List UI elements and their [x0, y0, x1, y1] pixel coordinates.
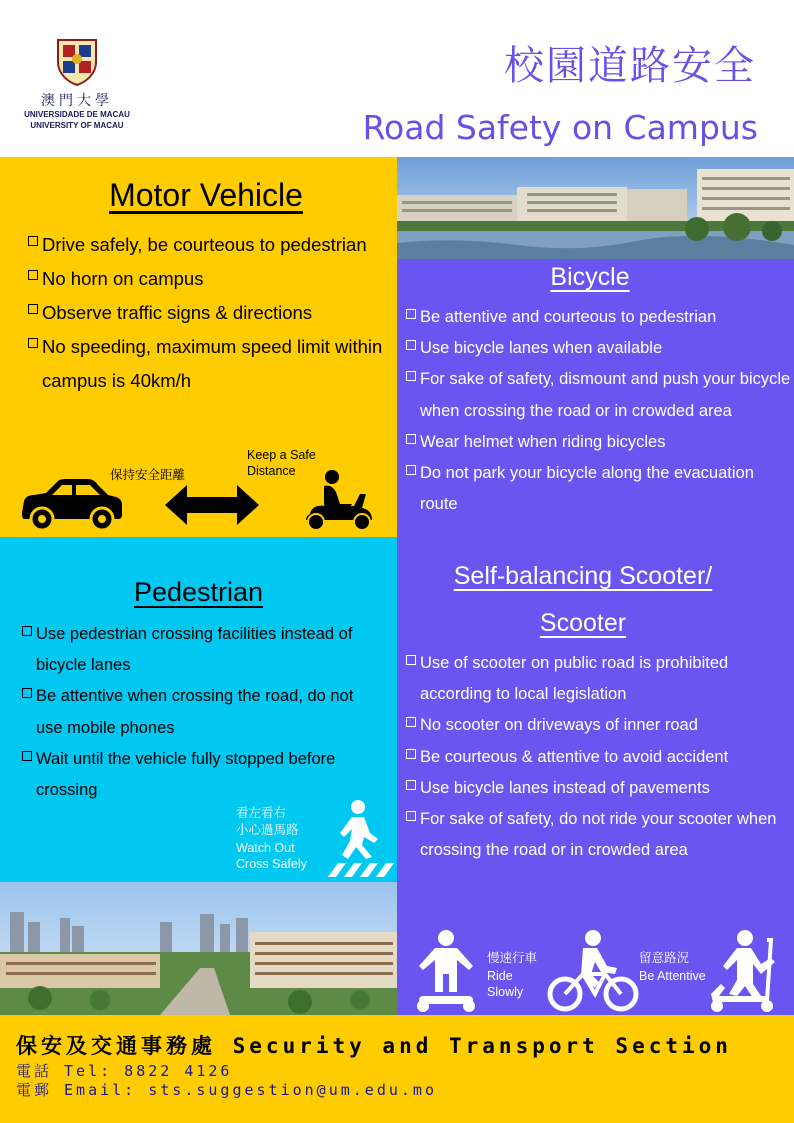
ride-slowly-label-en-2: Slowly — [487, 985, 524, 999]
scooter-heading-2: Scooter — [539, 609, 627, 637]
scooter-list — [406, 648, 791, 866]
be-attentive-label-zh: 留意路況 — [639, 951, 690, 965]
car-icon — [16, 477, 126, 533]
bicycle-heading: Bicycle — [550, 263, 630, 291]
watch-out-caption-zh-1: 看左看右 — [236, 806, 287, 820]
list-item: Use bicycle lanes when available — [406, 333, 791, 364]
list-item: Use bicycle lanes instead of pavements — [406, 773, 791, 804]
campus-lake-photo — [397, 157, 794, 259]
footer-tel: 電話 Tel: 8822 4126 — [16, 1062, 233, 1080]
footer-email: 電郵 Email: sts.suggestion@um.edu.mo — [16, 1081, 437, 1099]
checkbox-icon — [22, 688, 32, 698]
checkbox-icon — [406, 749, 416, 759]
list-item: Observe traffic signs & directions — [28, 296, 388, 330]
checkbox-icon — [406, 780, 416, 790]
list-item: Be courteous & attentive to avoid accident — [406, 742, 791, 773]
list-item: Be attentive and courteous to pedestrian — [406, 302, 791, 333]
list-item: Use of scooter on public road is prohibited according to local legislation — [406, 648, 791, 710]
checkbox-icon — [28, 236, 38, 246]
cyclist-icon — [547, 930, 639, 1014]
checkbox-icon — [22, 751, 32, 761]
scooter-heading-1: Self-balancing Scooter/ — [453, 562, 713, 590]
list-item: Be attentive when crossing the road, do not use mobile phones — [22, 681, 382, 743]
pedestrian-crossing-icon — [322, 799, 394, 879]
motorcycle-icon — [302, 470, 376, 532]
logo-name-pt: UNIVERSIDADE DE MACAU — [24, 110, 130, 119]
watch-out-caption-zh-2: 小心過馬路 — [236, 823, 299, 837]
keep-distance-label-zh: 保持安全距離 — [110, 468, 186, 482]
motor-vehicle-heading: Motor Vehicle — [109, 177, 303, 213]
motor-vehicle-panel — [0, 157, 397, 537]
footer-title: 保安及交通事務處 Security and Transport Section — [16, 1034, 732, 1058]
watch-out-caption-en-2: Cross Safely — [236, 857, 307, 871]
list-item: No scooter on driveways of inner road — [406, 710, 791, 741]
university-crest-icon — [54, 36, 100, 86]
self-balancing-scooter-icon — [413, 930, 479, 1014]
checkbox-icon — [28, 304, 38, 314]
list-item: For sake of safety, do not ride your scooter when crossing the road or in crowded area — [406, 804, 791, 866]
bicycle-scooter-panel — [397, 259, 794, 1015]
page-title-en: Road Safety on Campus — [362, 108, 758, 147]
campus-overview-photo — [0, 882, 397, 1015]
pedestrian-heading: Pedestrian — [133, 577, 264, 607]
keep-distance-label-en: Keep a Safe Distance — [247, 448, 316, 478]
motor-vehicle-list — [28, 228, 388, 398]
logo-name-zh: 澳門大學 — [41, 93, 113, 109]
watch-out-caption-en-1: Watch Out — [236, 841, 295, 855]
checkbox-icon — [406, 811, 416, 821]
bicycle-list — [406, 302, 791, 520]
checkbox-icon — [406, 717, 416, 727]
ride-slowly-label-zh: 慢速行車 — [487, 951, 538, 965]
checkbox-icon — [406, 340, 416, 350]
footer — [0, 1015, 794, 1123]
kick-scooter-icon — [701, 930, 783, 1014]
logo-name-en: UNIVERSITY OF MACAU — [30, 121, 124, 130]
list-item: No horn on campus — [28, 262, 388, 296]
be-attentive-label-en: Be Attentive — [639, 969, 706, 983]
checkbox-icon — [406, 655, 416, 665]
checkbox-icon — [28, 338, 38, 348]
list-item: Use pedestrian crossing facilities instead of bicycle lanes — [22, 619, 382, 681]
checkbox-icon — [406, 309, 416, 319]
list-item: No speeding, maximum speed limit within campus is 40km/h — [28, 330, 388, 398]
list-item: Wait until the vehicle fully stopped before crossing — [22, 744, 382, 806]
campus-lake-image — [397, 157, 794, 259]
pedestrian-panel — [0, 537, 397, 882]
checkbox-icon — [406, 465, 416, 475]
checkbox-icon — [406, 434, 416, 444]
campus-overview-image — [0, 882, 397, 1015]
university-logo — [22, 36, 132, 136]
list-item: Do not park your bicycle along the evacuation route — [406, 458, 791, 520]
list-item: Drive safely, be courteous to pedestrian — [28, 228, 388, 262]
checkbox-icon — [28, 270, 38, 280]
checkbox-icon — [406, 371, 416, 381]
pedestrian-list — [22, 619, 382, 806]
checkbox-icon — [22, 626, 32, 636]
page-title-zh: 校園道路安全 — [504, 43, 756, 89]
double-arrow-icon — [165, 483, 259, 527]
list-item: For sake of safety, dismount and push your bicycle when crossing the road or in crowded area — [406, 364, 791, 426]
ride-slowly-label-en-1: Ride — [487, 969, 513, 983]
list-item: Wear helmet when riding bicycles — [406, 427, 791, 458]
